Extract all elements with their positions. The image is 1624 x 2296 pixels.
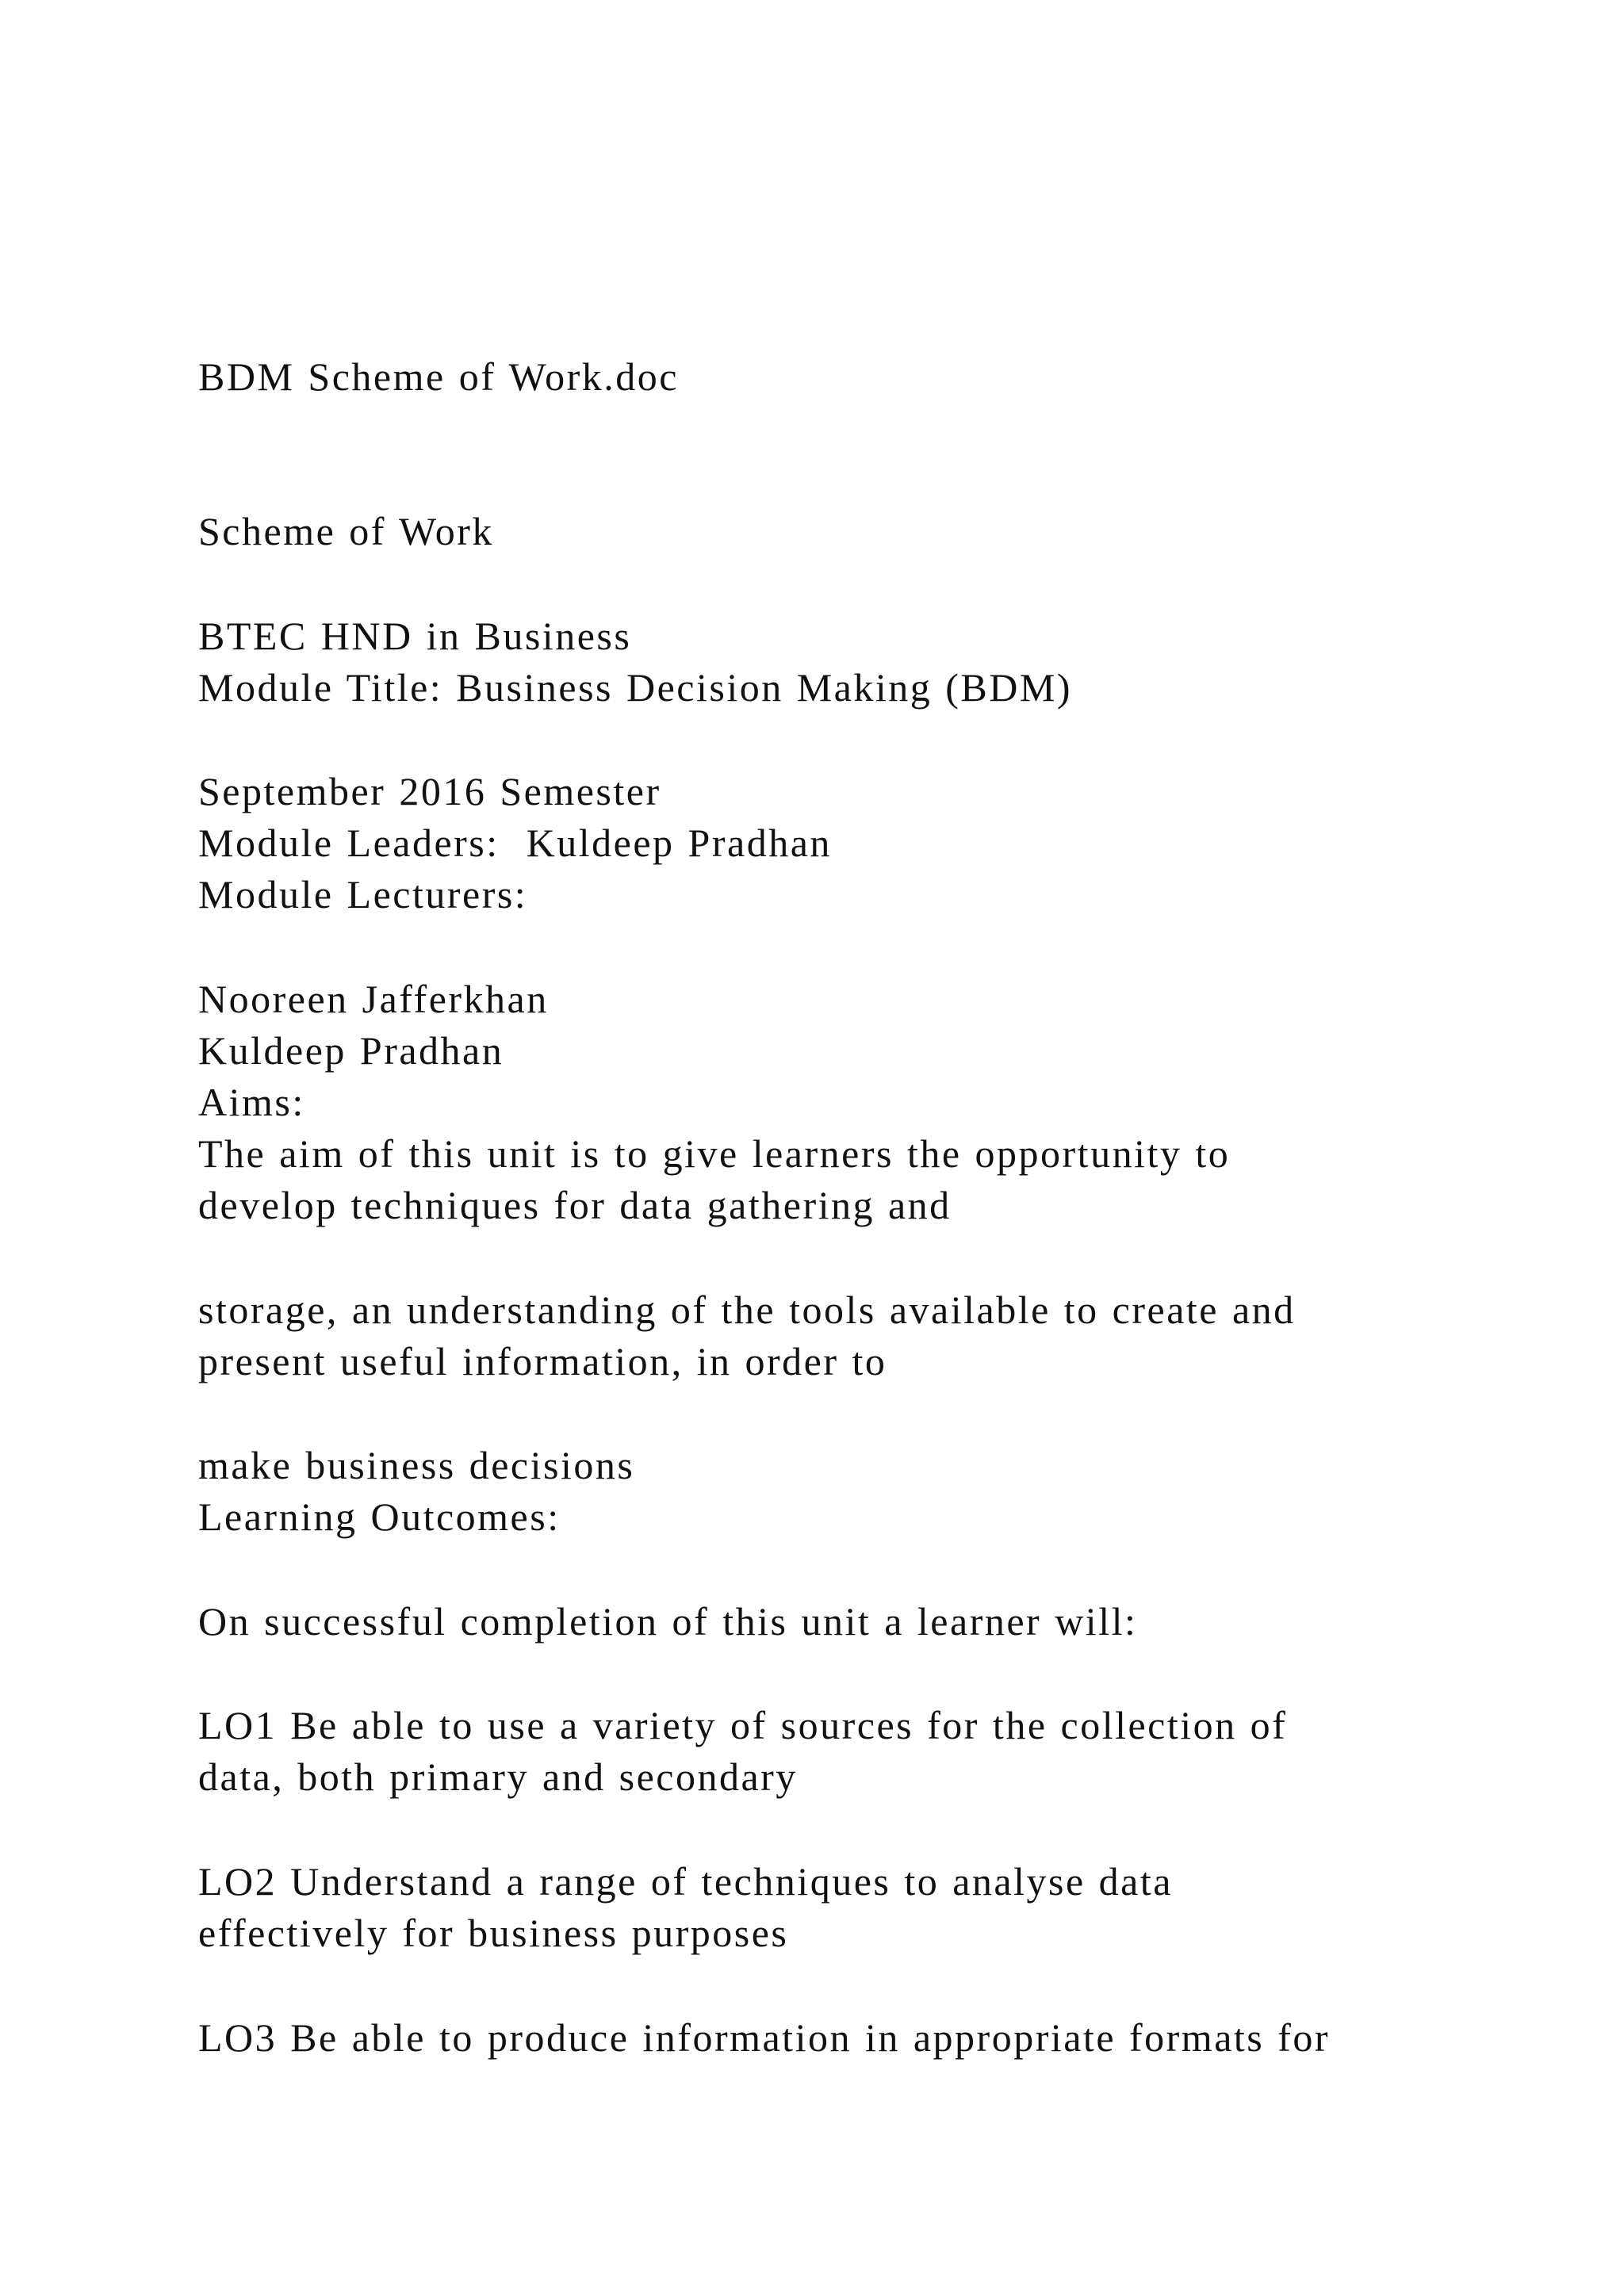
aims-text-line: make business decisions [198,1443,635,1487]
module-leaders: Module Leaders: Kuldeep Pradhan [198,821,832,865]
aims-text-line: storage, an understanding of the tools available to create and [198,1288,1296,1332]
programme-title: BTEC HND in Business [198,614,632,658]
learning-outcome-line: data, both primary and secondary [198,1755,798,1799]
document-filename: BDM Scheme of Work.doc [198,354,679,399]
learning-outcomes-label: Learning Outcomes: [198,1494,561,1539]
document-heading: Scheme of Work [198,509,494,553]
module-lecturers-label: Module Lecturers: [198,872,528,916]
aims-text-line: develop techniques for data gathering and [198,1183,952,1227]
aims-label: Aims: [198,1080,305,1124]
module-title: Module Title: Business Decision Making (BDM) [198,665,1072,710]
learning-outcome-line: effectively for business purposes [198,1911,789,1955]
lecturer-name: Kuldeep Pradhan [198,1028,504,1073]
lecturer-name: Nooreen Jafferkhan [198,977,549,1021]
learning-outcome-line: LO1 Be able to use a variety of sources for the collection of [198,1703,1288,1747]
aims-text-line: The aim of this unit is to give learners the opportunity to [198,1131,1231,1176]
aims-text-line: present useful information, in order to [198,1339,887,1383]
semester: September 2016 Semester [198,769,661,813]
learning-outcome-line: LO2 Understand a range of techniques to analyse data [198,1859,1173,1904]
learning-outcome-line: LO3 Be able to produce information in appropriate formats for [198,2015,1331,2060]
outcomes-intro: On successful completion of this unit a learner will: [198,1599,1138,1644]
